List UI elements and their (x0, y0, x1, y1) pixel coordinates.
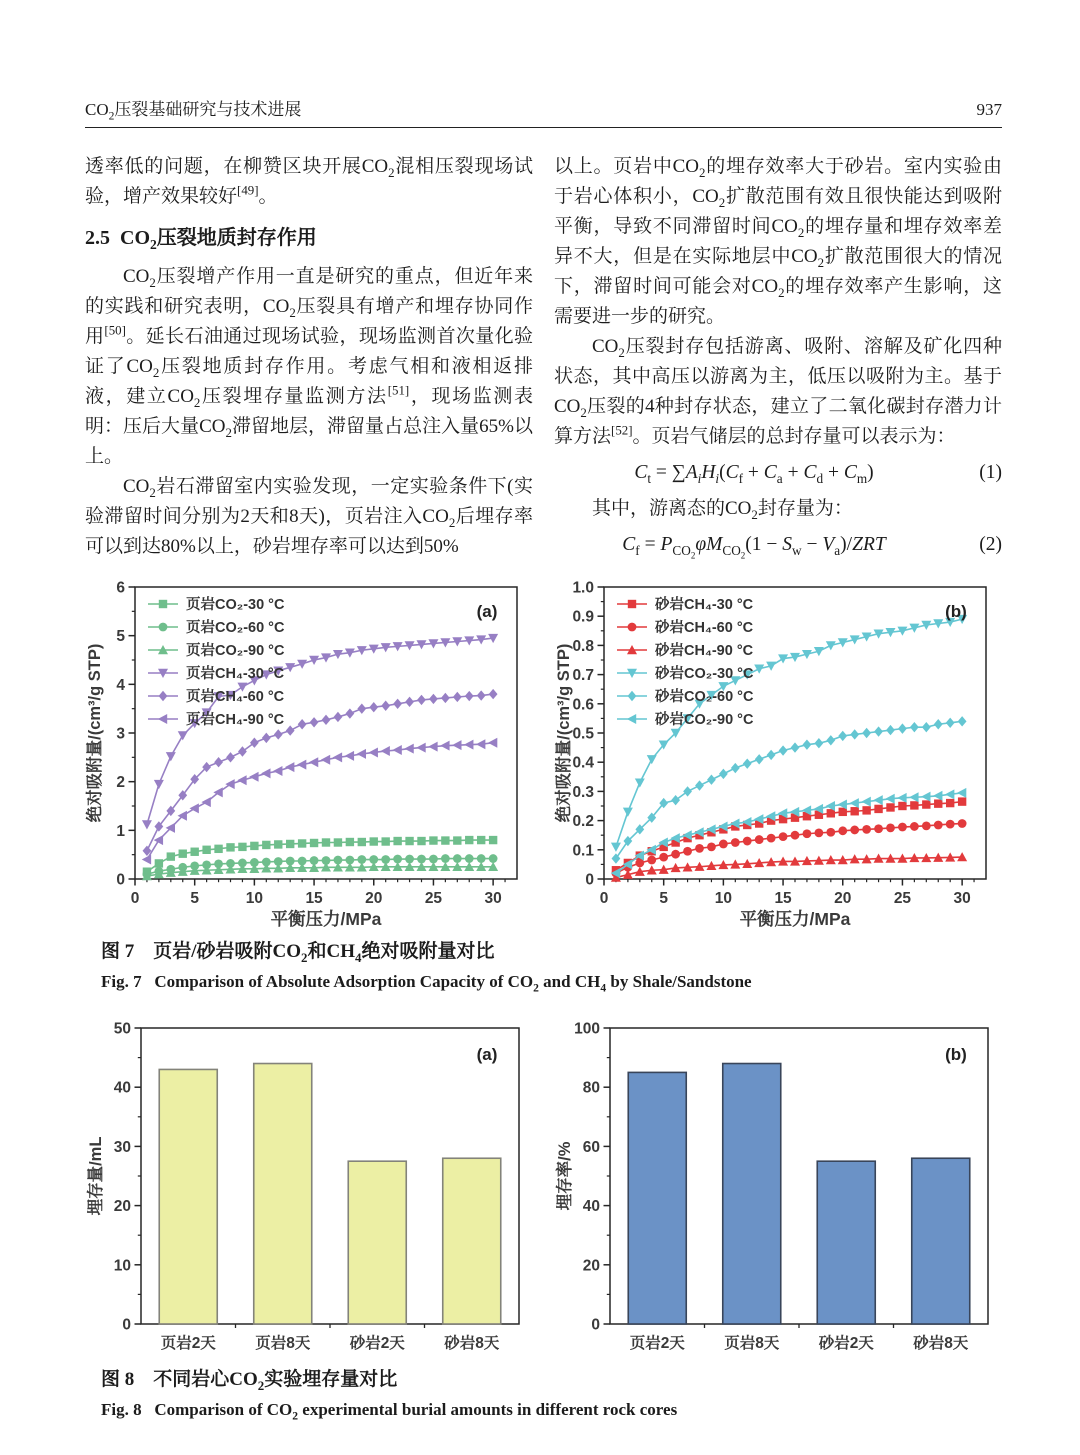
paragraph: 其中，游离态的$CO_2$封存量为： (592, 498, 853, 522)
text-columns (85, 152, 1002, 566)
figure7 (85, 579, 1002, 937)
svg-text:10: 10 (245, 890, 263, 907)
svg-text:0: 0 (122, 1316, 131, 1334)
svg-text:10: 10 (714, 890, 732, 907)
svg-text:2: 2 (116, 774, 125, 792)
paragraph: $CO_2$压裂增产作用一直是研究的重点，但近年来的实践和研究表明，$CO_2$压裂具有增产和埋存协同作用[50]。延长石油通过现场试验，现场监测首次量化验证了$CO_2$压裂地质封存作用。考虑气相和液相返排液，建立$CO_2$压裂埋存量监测方法[51]，现场监测表明：压后大量$CO_2$滞留地层，滞留量占总注入量65%以上。 (85, 266, 533, 467)
svg-text:1.0: 1.0 (572, 579, 594, 597)
svg-text:30: 30 (113, 1138, 131, 1156)
svg-text:0: 0 (116, 871, 125, 889)
svg-text:40: 40 (582, 1198, 600, 1216)
svg-text:30: 30 (484, 890, 502, 907)
equation-1 (554, 456, 1002, 490)
svg-text:(b): (b) (945, 1045, 967, 1064)
svg-text:0.1: 0.1 (572, 842, 594, 860)
svg-text:砂岩CH₄-60 °C: 砂岩CH₄-60 °C (655, 620, 754, 636)
svg-text:平衡压力/MPa: 平衡压力/MPa (270, 909, 382, 929)
paragraph-continuation: 以上。页岩中$CO_2$的埋存效率大于砂岩。室内实验由于岩心体积小，$CO_2$扩散范围有效且很快能达到吸附平衡，导致不同滞留时间$CO_2$的埋存量和埋存效率差异不大，但是在实际地层中$CO_2$扩散范围很大的情况下，滞留时间可能会对$CO_2$的埋存效率产生影响，这需要进一步的研究。 (554, 156, 1002, 327)
svg-text:砂岩CH₄-30 °C: 砂岩CH₄-30 °C (655, 597, 754, 613)
fig7-caption-zh: 图 7 页岩/砂岩吸附$CO_2$和$CH_4$绝对吸附量对比 (101, 941, 495, 965)
equation-2-number: (2) (979, 534, 1002, 555)
svg-text:(a): (a) (476, 1045, 498, 1064)
svg-text:50: 50 (113, 1020, 131, 1038)
fig8-bar-chart-b (554, 1018, 1002, 1363)
svg-text:0.3: 0.3 (572, 783, 594, 801)
running-head-title: $CO_2$压裂基础研究与技术进展 (85, 100, 302, 123)
svg-text:5: 5 (190, 890, 199, 907)
svg-text:80: 80 (582, 1079, 600, 1097)
fig8-caption-zh: 图 8 不同岩心$CO_2$实验埋存量对比 (101, 1369, 398, 1393)
text-column-right (554, 152, 1002, 566)
svg-text:页岩CH₄-30 °C: 页岩CH₄-30 °C (186, 666, 285, 682)
svg-text:0.7: 0.7 (572, 667, 594, 685)
fig7-line-chart-b (554, 579, 1002, 937)
svg-text:1: 1 (116, 822, 125, 840)
svg-text:绝对吸附量/(cm³/g STP): 绝对吸附量/(cm³/g STP) (555, 643, 573, 823)
svg-text:25: 25 (893, 890, 912, 907)
svg-text:页岩8天: 页岩8天 (255, 1335, 311, 1352)
text-column-left (85, 152, 533, 566)
svg-text:绝对吸附量/(cm³/g STP): 绝对吸附量/(cm³/g STP) (86, 643, 104, 823)
svg-text:6: 6 (116, 579, 125, 597)
svg-text:砂岩2天: 砂岩2天 (818, 1335, 874, 1352)
svg-text:砂岩8天: 砂岩8天 (444, 1335, 500, 1352)
svg-text:页岩2天: 页岩2天 (160, 1335, 216, 1352)
svg-text:0: 0 (130, 890, 140, 907)
svg-text:0.9: 0.9 (572, 608, 594, 626)
svg-text:页岩CO₂-90 °C: 页岩CO₂-90 °C (186, 643, 285, 659)
svg-text:0: 0 (585, 871, 594, 889)
svg-text:埋存率/%: 埋存率/% (556, 1141, 574, 1211)
svg-text:页岩CH₄-90 °C: 页岩CH₄-90 °C (186, 712, 285, 728)
paragraph-continuation: 透率低的问题，在柳赞区块开展$CO_2$混相压裂现场试验，增产效果较好[49]。 (85, 156, 533, 207)
fig8-caption (101, 1367, 1002, 1422)
equation-2-body: $C_f = P_{CO_2}\varphi M_{CO_2}(1 - S_w - V_a)/ZRT$ (622, 534, 886, 561)
svg-text:页岩CO₂-30 °C: 页岩CO₂-30 °C (186, 597, 285, 613)
svg-text:0.6: 0.6 (572, 696, 594, 714)
svg-text:0.8: 0.8 (572, 637, 594, 655)
svg-text:(a): (a) (476, 602, 498, 621)
page-number: 937 (976, 100, 1002, 119)
svg-text:砂岩CO₂-30 °C: 砂岩CO₂-30 °C (655, 666, 754, 682)
figure8 (85, 1018, 1002, 1363)
svg-text:0.2: 0.2 (572, 813, 594, 831)
svg-text:15: 15 (774, 890, 792, 907)
fig7-caption-en: Fig. 7 Comparison of Absolute Adsorption Capacity of $CO_2$ and $CH_4$ by Shale/Sandstone (101, 972, 752, 995)
svg-text:100: 100 (574, 1020, 600, 1038)
svg-text:页岩2天: 页岩2天 (629, 1335, 685, 1352)
svg-text:5: 5 (659, 890, 668, 907)
equation-1-number: (1) (979, 462, 1002, 483)
running-header (85, 95, 1002, 128)
svg-text:0.4: 0.4 (572, 754, 594, 772)
fig8-bar-chart-a (85, 1018, 533, 1363)
svg-text:(b): (b) (945, 602, 967, 621)
svg-text:0: 0 (599, 890, 609, 907)
svg-text:10: 10 (113, 1257, 131, 1275)
fig7-line-chart-a (85, 579, 533, 937)
paragraph: $CO_2$压裂封存包括游离、吸附、溶解及矿化四种状态，其中高压以游离为主，低压以吸附为主。基于$CO_2$压裂的4种封存状态，建立了二氧化碳封存潜力计算方法[52]。页岩气储层的总封存量可以表示为： (554, 336, 1002, 447)
svg-text:砂岩CH₄-90 °C: 砂岩CH₄-90 °C (655, 643, 754, 659)
paragraph: $CO_2$岩石滞留室内实验发现，一定实验条件下(实验滞留时间分别为2天和8天)，页岩注入$CO_2$后埋存率可以到达80%以上，砂岩埋存率可以达到50% (85, 476, 533, 557)
equation-2 (554, 528, 1002, 562)
svg-text:4: 4 (116, 676, 125, 694)
section-heading: 2.5 $CO_2$压裂地质封存作用 (85, 227, 317, 252)
svg-text:25: 25 (424, 890, 443, 907)
svg-text:20: 20 (834, 890, 852, 907)
svg-text:40: 40 (113, 1079, 131, 1097)
svg-text:20: 20 (365, 890, 383, 907)
svg-text:砂岩8天: 砂岩8天 (913, 1335, 969, 1352)
svg-text:20: 20 (582, 1257, 600, 1275)
svg-text:5: 5 (116, 628, 125, 646)
svg-text:砂岩CO₂-60 °C: 砂岩CO₂-60 °C (655, 689, 754, 705)
svg-text:30: 30 (953, 890, 971, 907)
equation-1-body: $C_t = \sum A_iH_i(C_f + C_a + C_d + C_m)$ (634, 462, 874, 486)
svg-text:平衡压力/MPa: 平衡压力/MPa (739, 909, 851, 929)
svg-text:15: 15 (305, 890, 323, 907)
svg-text:0.5: 0.5 (572, 725, 594, 743)
svg-text:页岩CH₄-60 °C: 页岩CH₄-60 °C (186, 689, 285, 705)
fig7-caption (101, 939, 1002, 994)
svg-text:3: 3 (116, 725, 125, 743)
svg-text:砂岩CO₂-90 °C: 砂岩CO₂-90 °C (655, 712, 754, 728)
svg-text:页岩CO₂-60 °C: 页岩CO₂-60 °C (186, 620, 285, 636)
fig8-caption-en: Fig. 8 Comparison of $CO_2$ experimental burial amounts in different rock cores (101, 1400, 678, 1423)
svg-text:60: 60 (582, 1138, 600, 1156)
svg-text:0: 0 (591, 1316, 600, 1334)
svg-text:20: 20 (113, 1198, 131, 1216)
svg-text:砂岩2天: 砂岩2天 (349, 1335, 405, 1352)
svg-text:页岩8天: 页岩8天 (724, 1335, 780, 1352)
svg-text:埋存量/mL: 埋存量/mL (87, 1136, 105, 1216)
